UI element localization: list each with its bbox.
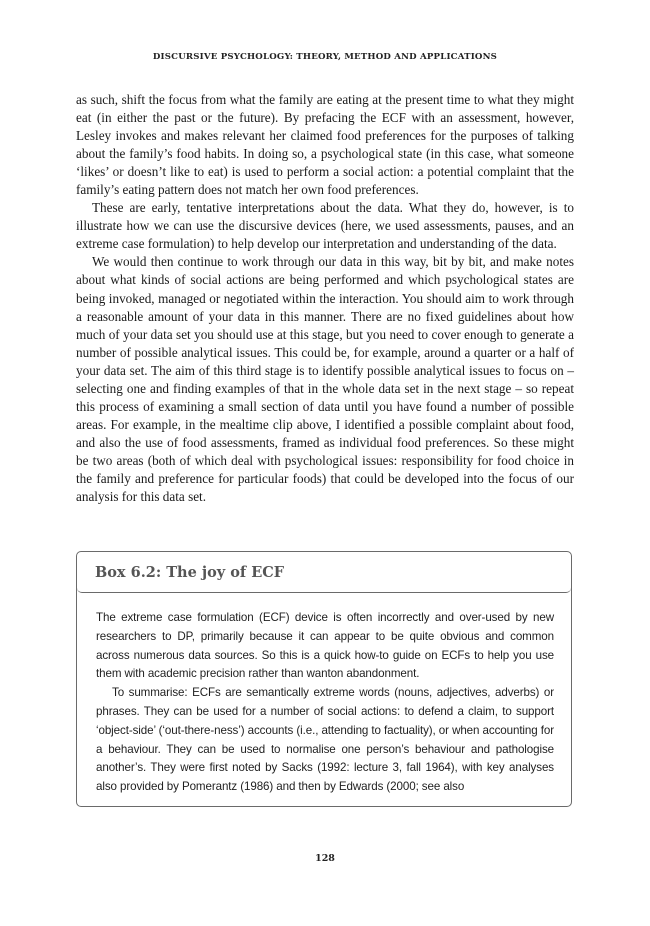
box-paragraph: To summarise: ECFs are semantically extreme words (nouns, adjectives, adverbs) or phrases. They can be used for a number of social actions: to defend a claim, to support ‘object-side’ (‘out-there-ness’) accounts (i.e., attending to factuality), or when accounting for a behaviour. They can be used to normalise one person’s behaviour and pathologise another’s. They were first noted by Sacks (1992: lecture 3, fall 1964), with key analyses also provided by Pomerantz (1986) and then by Edwards (2000; see also — [96, 686, 554, 794]
main-text — [76, 91, 574, 506]
running-head: DISCURSIVE PSYCHOLOGY: THEORY, METHOD AND APPLICATIONS — [152, 52, 498, 62]
paragraph: as such, shift the focus from what the family are eating at the present time to what they might eat (in either the past or the future). By prefacing the ECF with an assessment, however, Lesley invokes and makes relevant her claimed food preferences for the purposes of talking about the family’s food habits. In doing so, a psychological state (in this case, what someone ‘likes’ or doesn’t like to eat) is used to perform a social action: a potential complaint that the family’s eating pattern does not match her own food preferences. — [76, 92, 574, 198]
box-title: Box 6.2: The joy of ECF — [95, 563, 285, 581]
paragraph: We would then continue to work through our data in this way, bit by bit, and make notes about what kinds of social actions are being performed and which psychological states are being invoked, managed or negotiated within the interaction. You should aim to work through a reasonable amount of your data in this manner. There are no fixed guidelines about how much of your data set you should use at this stage, but you need to cover enough to generate a number of possible analytical issues. This could be, for example, around a quarter or a half of your data set. The aim of this third stage is to identify possible analytical issues to focus on – selecting one and finding examples of that in the whole data set in the next stage – so repeat this process of examining a small section of data until you have found a number of possible areas. For example, in the mealtime clip above, I identified a possible complaint about food, and also the use of food assessments, framed as individual food preferences. So these might be two areas (both of which deal with psychological issues: responsibility for food choice in the family and preference for particular foods) that could be developed into the focus of our analysis for this data set. — [76, 254, 574, 505]
page-number: 128 — [315, 853, 335, 864]
box-body — [77, 593, 571, 797]
paragraph: These are early, tentative interpretations about the data. What they do, however, is to illustrate how we can use the discursive devices (here, we used assessments, pauses, and an extreme case formulation) to help develop our interpretation and understanding of the data. — [76, 200, 574, 252]
sidebar-box — [76, 551, 572, 807]
box-header — [77, 552, 571, 593]
box-paragraph: The extreme case formulation (ECF) device is often incorrectly and over-used by new researchers to DP, primarily because it can appear to be quite obvious and common across numerous data sources. So this is a quick how-to guide on ECFs to help you use them with academic precision rather than wanton abandonment. — [96, 611, 554, 681]
